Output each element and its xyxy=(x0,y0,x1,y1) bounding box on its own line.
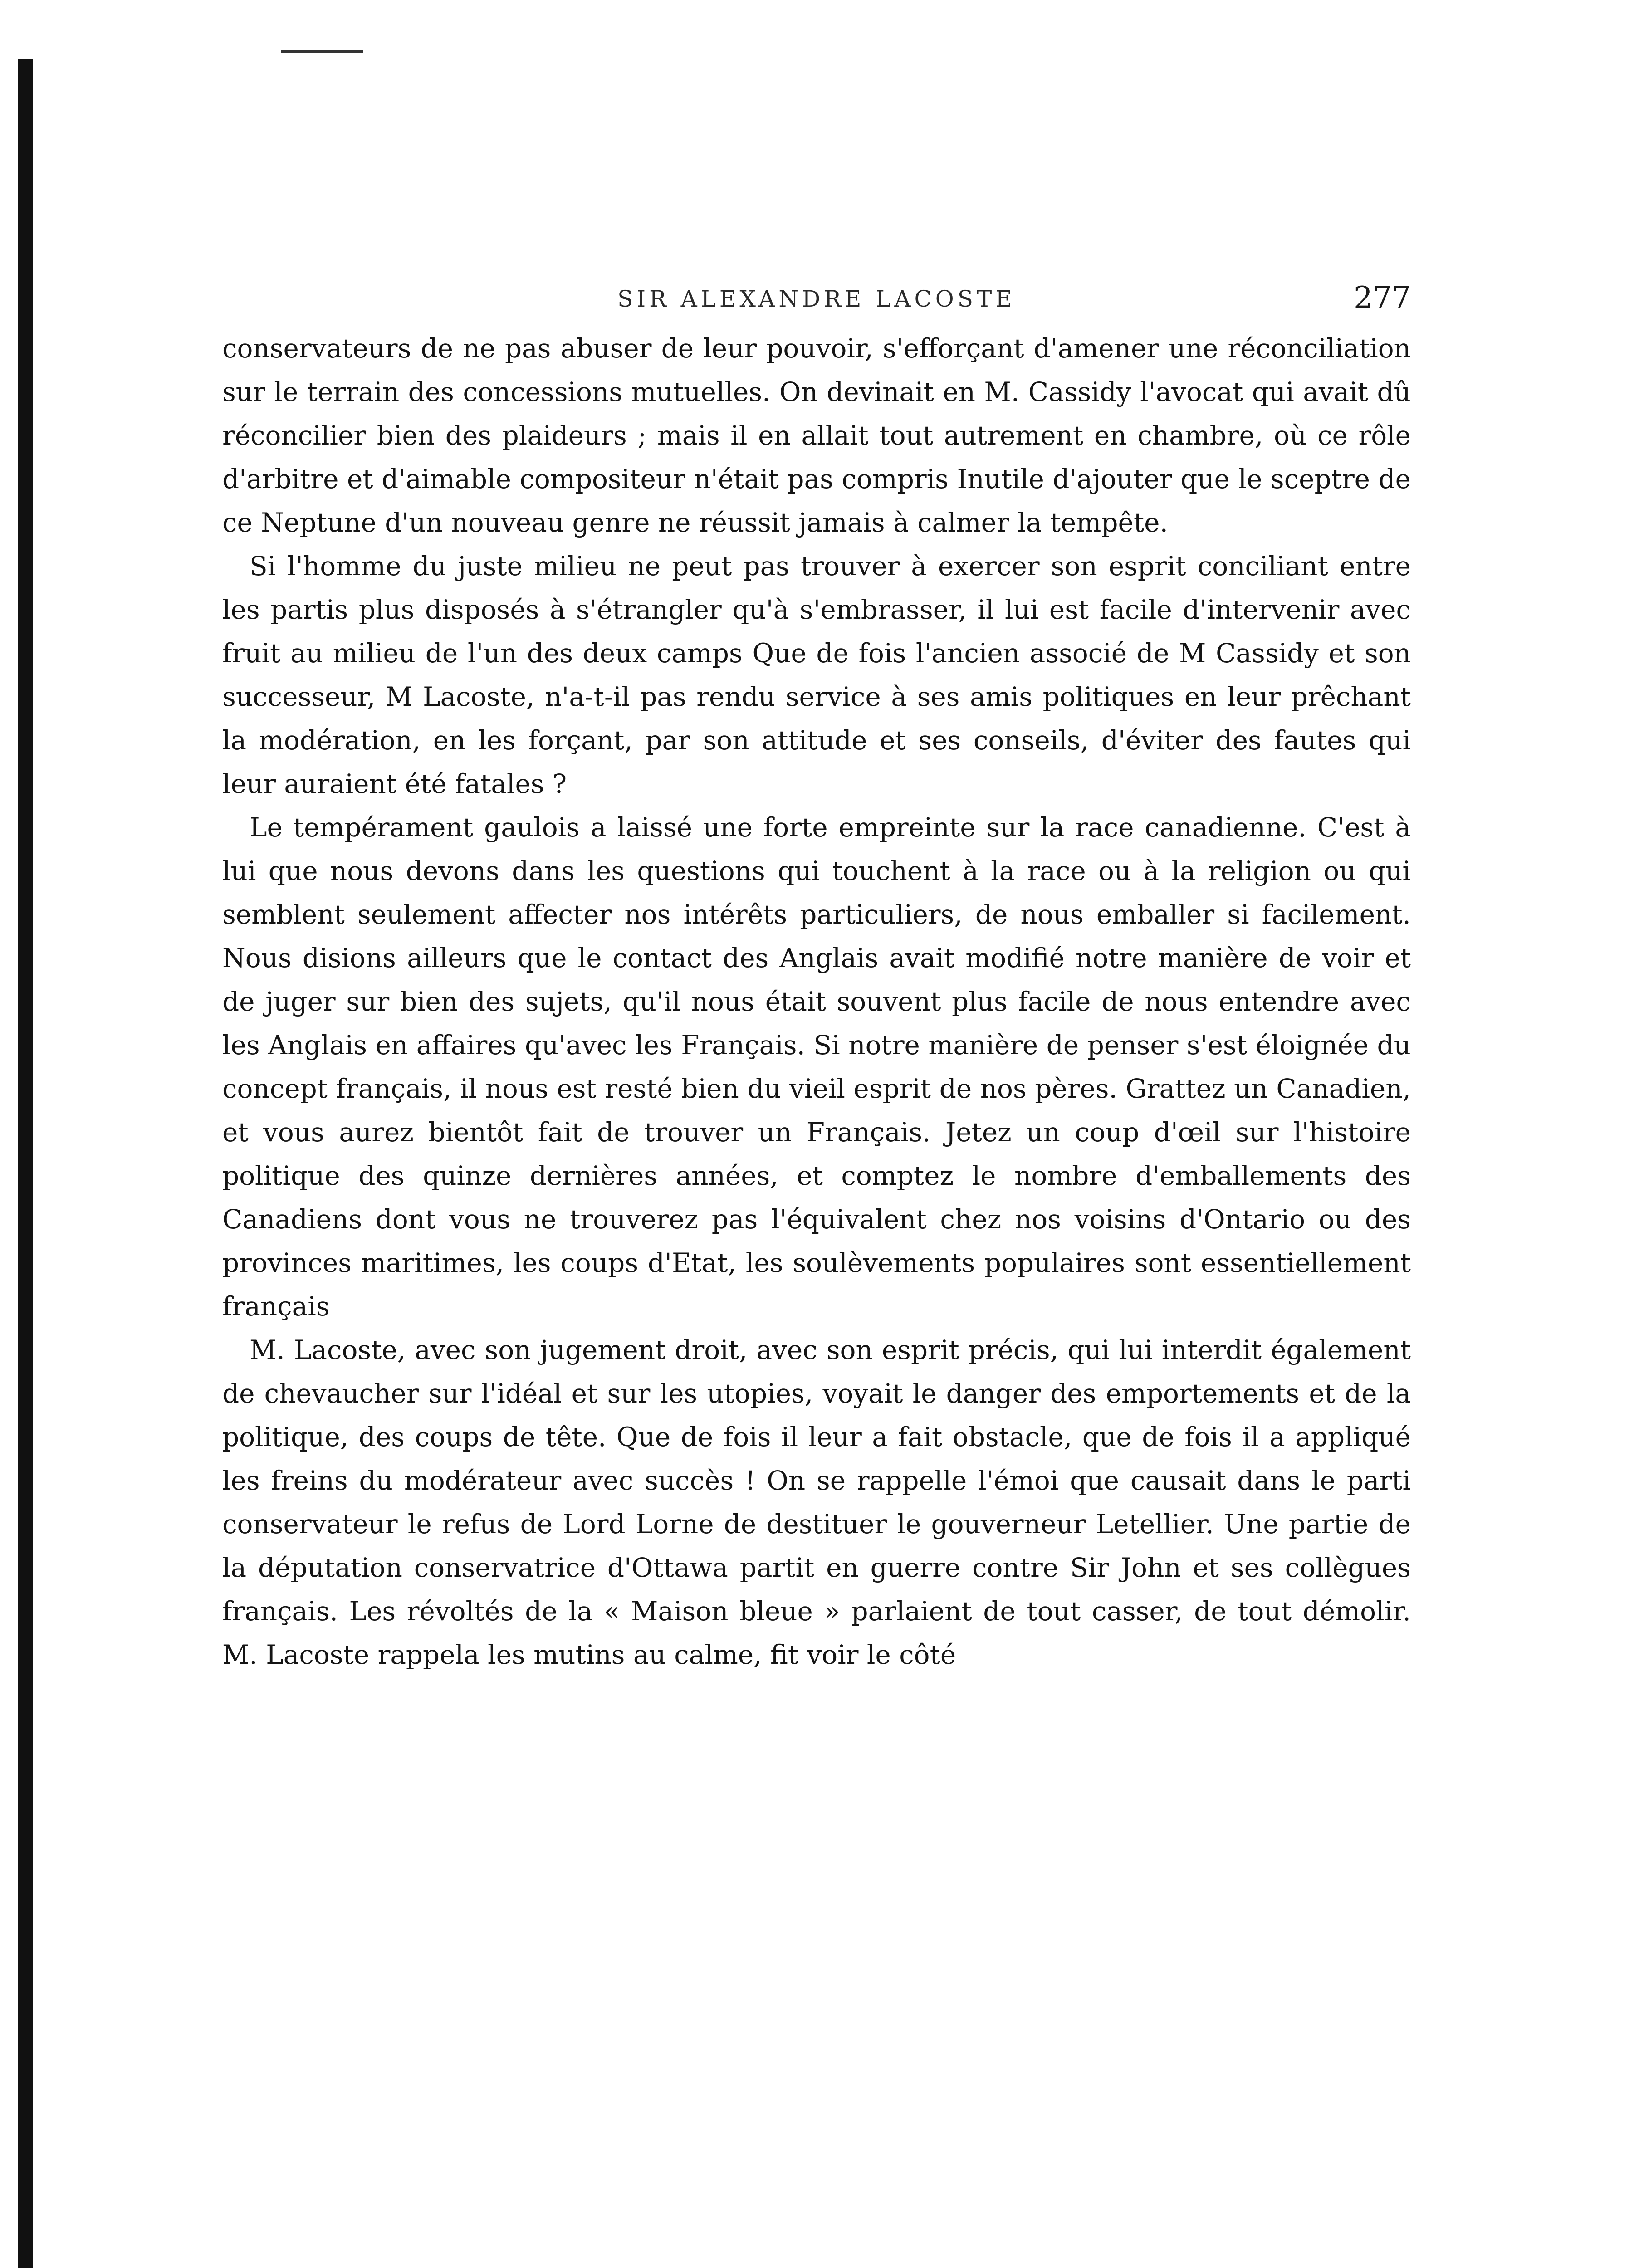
scan-mark xyxy=(281,50,363,53)
body-text xyxy=(222,327,1411,1677)
page-number: 277 xyxy=(1354,280,1411,315)
binding-edge xyxy=(18,59,33,2268)
running-title: SIR ALEXANDRE LACOSTE xyxy=(617,286,1016,312)
paragraph-3: Le tempérament gaulois a laissé une forte empreinte sur la race canadienne. C'est à lui que nous devons dans les questions qui touchent à la race ou à la religion ou qui semblent seulement affecter nos intérêts particuliers, de nous emballer si facilement. Nous disions ailleurs que le contact des Anglais avait modifié notre manière de voir et de juger sur bien des sujets, qu'il nous était souvent plus facile de nous entendre avec les Anglais en affaires qu'avec les Français. Si notre manière de penser s'est éloignée du concept français, il nous est resté bien du vieil esprit de nos pères. Grattez un Canadien, et vous aurez bientôt fait de trouver un Français. Jetez un coup d'œil sur l'histoire politique des quinze dernières années, et comptez le nombre d'emballements des Canadiens dont vous ne trouverez pas l'équivalent chez nos voisins d'Ontario ou des provinces maritimes, les coups d'Etat, les soulèvements populaires sont essentiellement français xyxy=(222,812,1411,1322)
paragraph-1: conservateurs de ne pas abuser de leur pouvoir, s'efforçant d'amener une réconciliation sur le terrain des concessions mutuelles. On devinait en M. Cassidy l'avocat qui avait dû réconcilier bien des plaideurs ; mais il en allait tout autrement en chambre, où ce rôle d'arbitre et d'aimable compositeur n'était pas compris Inutile d'ajouter que le sceptre de ce Neptune d'un nouveau genre ne réussit jamais à calmer la tempête. xyxy=(222,333,1411,538)
book-page xyxy=(222,277,1411,1677)
running-head xyxy=(222,277,1411,327)
paragraph-4: M. Lacoste, avec son jugement droit, avec son esprit précis, qui lui interdit également de chevaucher sur l'idéal et sur les utopies, voyait le danger des emportements et de la politique, des coups de tête. Que de fois il leur a fait obstacle, que de fois il a appliqué les freins du modérateur avec succès ! On se rappelle l'émoi que causait dans le parti conservateur le refus de Lord Lorne de destituer le gouverneur Letellier. Une partie de la députation conservatrice d'Ottawa partit en guerre contre Sir John et ses collègues français. Les révoltés de la « Maison bleue » parlaient de tout casser, de tout démolir. M. Lacoste rappela les mutins au calme, fit voir le côté xyxy=(222,1334,1411,1670)
paragraph-2: Si l'homme du juste milieu ne peut pas trouver à exercer son esprit conciliant entre les partis plus disposés à s'étrangler qu'à s'embrasser, il lui est facile d'intervenir avec fruit au milieu de l'un des deux camps Que de fois l'ancien associé de M Cassidy et son successeur, M Lacoste, n'a-t-il pas rendu service à ses amis politiques en leur prêchant la modération, en les forçant, par son attitude et ses conseils, d'éviter des fautes qui leur auraient été fatales ? xyxy=(222,551,1411,799)
